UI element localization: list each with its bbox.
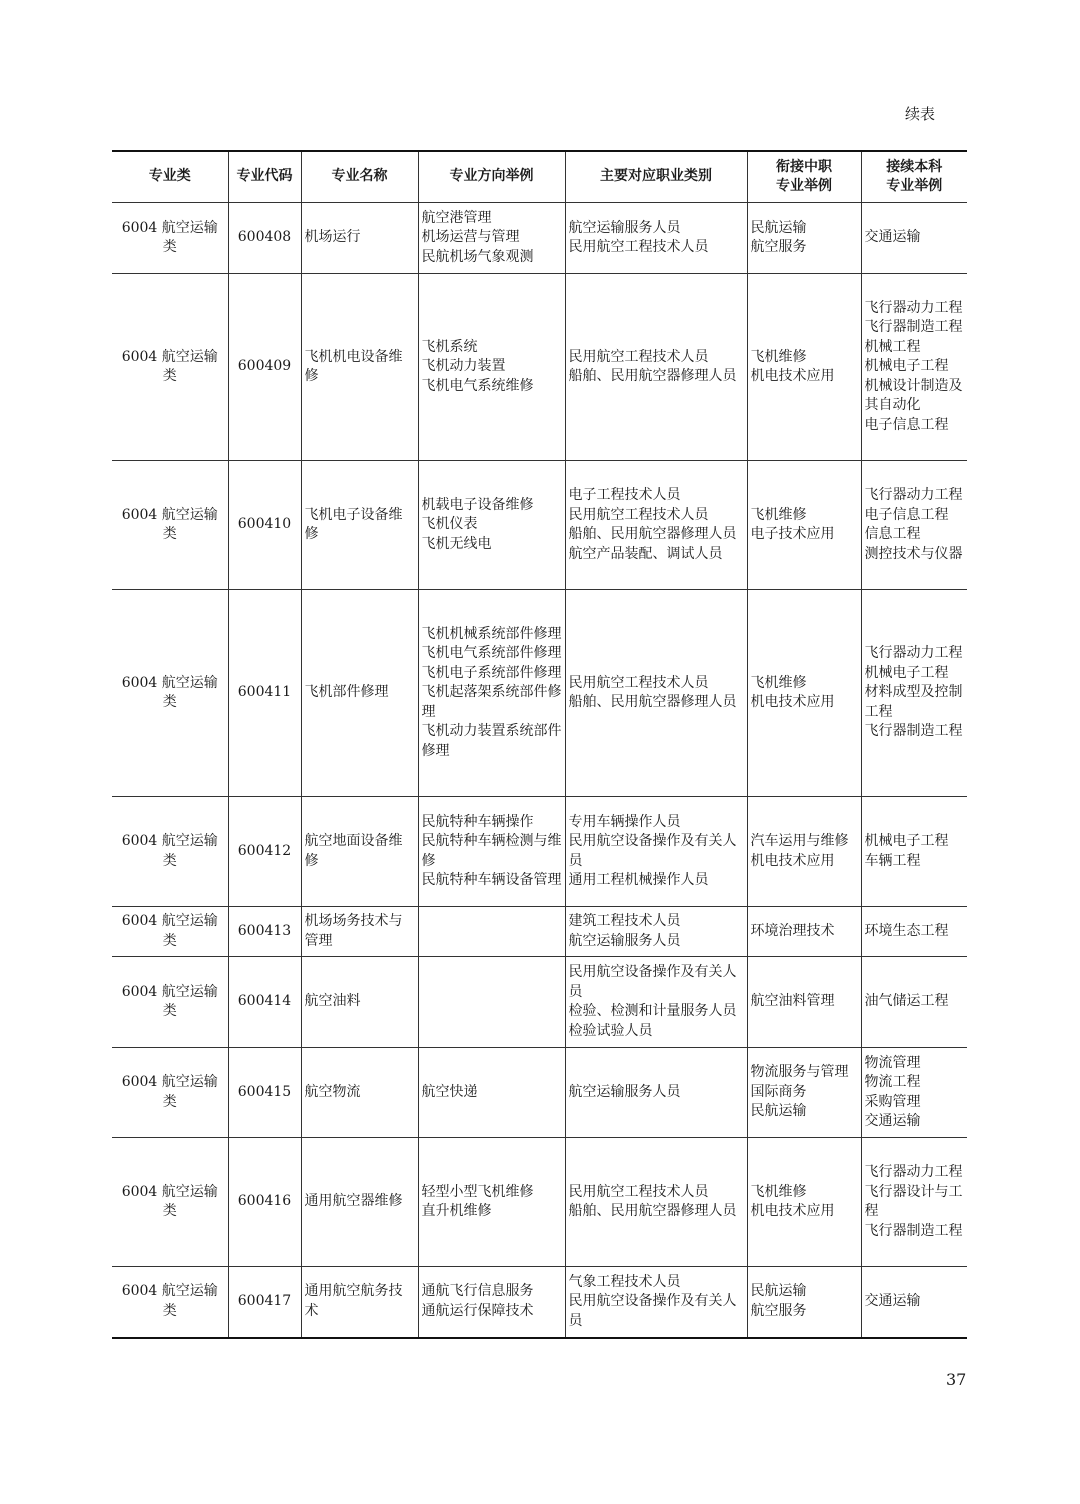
cell-undergrad xyxy=(861,1048,967,1138)
table-row xyxy=(112,274,967,461)
cell-secondary xyxy=(747,907,861,957)
cell-line: 民用航空工程技术人员 xyxy=(568,674,709,691)
cell-secondary xyxy=(747,203,861,274)
cell-line: 环境治理技术 xyxy=(750,922,835,939)
table-row xyxy=(112,590,967,797)
header-code: 专业代码 xyxy=(228,151,301,203)
cell-line: 建筑工程技术人员 xyxy=(568,913,681,929)
cell-line: 航空服务 xyxy=(750,1302,807,1319)
major-catalog-table xyxy=(112,150,967,1339)
cell-directions xyxy=(418,590,565,797)
cell-line: 测控技术与仪器 xyxy=(864,545,963,562)
cell-line: 飞机系统 xyxy=(421,338,478,355)
cell-directions xyxy=(418,957,565,1048)
cell-line: 气象工程技术人员 xyxy=(568,1273,681,1290)
cell-line: 航空港管理 xyxy=(421,209,492,226)
cell-occupations xyxy=(565,203,747,274)
cell-undergrad xyxy=(861,797,967,907)
header-line: 衔接中职 xyxy=(776,158,832,175)
cell-line: 交通运输 xyxy=(864,1113,921,1129)
cell-line: 飞行器动力工程 xyxy=(864,645,963,662)
cell-line: 机械电子工程 xyxy=(864,358,949,375)
cell-line: 车辆工程 xyxy=(864,852,921,869)
cell-directions xyxy=(418,907,565,957)
cell-secondary xyxy=(747,797,861,907)
cell-line: 飞机起落架系统部件修理 xyxy=(421,684,562,720)
cell-major-name: 机场运行 xyxy=(301,203,418,274)
cell-category: 6004 航空运输类 xyxy=(112,590,228,797)
cell-occupations xyxy=(565,461,747,590)
cell-occupations xyxy=(565,907,747,957)
cell-line: 材料成型及控制工程 xyxy=(864,684,963,720)
cell-major-name: 航空物流 xyxy=(301,1048,418,1138)
cell-category: 6004 航空运输类 xyxy=(112,797,228,907)
header-category: 专业类 xyxy=(112,151,228,203)
cell-secondary xyxy=(747,1138,861,1267)
cell-secondary xyxy=(747,274,861,461)
cell-major-name: 航空地面设备维修 xyxy=(301,797,418,907)
cell-line: 电子技术应用 xyxy=(750,526,835,542)
continuation-label: 续表 xyxy=(905,105,936,123)
cell-line: 检验、检测和计量服务人员 xyxy=(568,1003,737,1019)
cell-category: 6004 航空运输类 xyxy=(112,957,228,1048)
cell-code: 600412 xyxy=(228,797,301,907)
cell-line: 机电技术应用 xyxy=(750,368,835,384)
cell-line: 汽车运用与维修 xyxy=(750,833,849,849)
cell-major-name: 航空油料 xyxy=(301,957,418,1048)
cell-directions xyxy=(418,797,565,907)
table-row xyxy=(112,461,967,590)
cell-line: 民用航空设备操作及有关人员 xyxy=(568,1293,737,1329)
cell-line: 通航运行保障技术 xyxy=(421,1302,534,1319)
cell-line: 机场运营与管理 xyxy=(421,229,520,246)
cell-line: 交通运输 xyxy=(864,229,921,246)
cell-line: 船舶、民用航空器修理人员 xyxy=(568,368,737,384)
table-row xyxy=(112,957,967,1048)
cell-line: 专用车辆操作人员 xyxy=(568,813,681,830)
table-row xyxy=(112,1048,967,1138)
cell-line: 飞机仪表 xyxy=(421,516,478,533)
cell-line: 通用工程机械操作人员 xyxy=(568,872,709,888)
cell-code: 600415 xyxy=(228,1048,301,1138)
cell-undergrad xyxy=(861,274,967,461)
cell-line: 飞行器制造工程 xyxy=(864,319,963,336)
cell-directions xyxy=(418,1138,565,1267)
table-row xyxy=(112,1267,967,1338)
cell-code: 600413 xyxy=(228,907,301,957)
cell-line: 飞机电子系统部件修理 xyxy=(421,664,562,681)
cell-line: 飞行器设计与工程 xyxy=(864,1183,963,1219)
cell-line: 飞机无线电 xyxy=(421,535,492,552)
cell-secondary xyxy=(747,1048,861,1138)
cell-line: 民航特种车辆操作 xyxy=(421,813,534,830)
cell-category: 6004 航空运输类 xyxy=(112,907,228,957)
cell-line: 机电技术应用 xyxy=(750,694,835,710)
cell-major-name: 飞机部件修理 xyxy=(301,590,418,797)
cell-line: 机载电子设备维修 xyxy=(421,496,534,513)
cell-occupations xyxy=(565,274,747,461)
cell-line: 民用航空设备操作及有关人员 xyxy=(568,833,737,869)
header-line: 专业举例 xyxy=(776,178,832,194)
cell-line: 飞机电气系统部件修理 xyxy=(421,645,562,662)
cell-code: 600411 xyxy=(228,590,301,797)
cell-major-name: 飞机机电设备维修 xyxy=(301,274,418,461)
cell-line: 民航运输 xyxy=(750,1103,807,1120)
cell-line: 船舶、民用航空器修理人员 xyxy=(568,694,737,710)
cell-line: 电子信息工程 xyxy=(864,506,949,523)
cell-line: 机械电子工程 xyxy=(864,664,949,681)
cell-line: 航空运输服务人员 xyxy=(568,932,681,949)
cell-secondary xyxy=(747,1267,861,1338)
cell-code: 600408 xyxy=(228,203,301,274)
table-row xyxy=(112,1138,967,1267)
cell-line: 飞机电气系统维修 xyxy=(421,377,534,394)
header-directions: 专业方向举例 xyxy=(418,151,565,203)
cell-directions xyxy=(418,1048,565,1138)
cell-secondary xyxy=(747,957,861,1048)
cell-line: 飞机维修 xyxy=(750,674,807,691)
cell-line: 民用航空工程技术人员 xyxy=(568,239,709,255)
cell-category: 6004 航空运输类 xyxy=(112,461,228,590)
cell-line: 油气储运工程 xyxy=(864,993,949,1010)
cell-line: 飞机动力装置系统部件修理 xyxy=(421,723,562,759)
cell-undergrad xyxy=(861,907,967,957)
cell-undergrad xyxy=(861,590,967,797)
cell-category: 6004 航空运输类 xyxy=(112,1267,228,1338)
table-row xyxy=(112,797,967,907)
cell-line: 飞机维修 xyxy=(750,506,807,523)
cell-line: 机械设计制造及其自动化 xyxy=(864,377,963,414)
table-body xyxy=(112,203,967,1338)
cell-code: 600417 xyxy=(228,1267,301,1338)
cell-line: 民用航空设备操作及有关人员 xyxy=(568,964,737,1000)
table-row xyxy=(112,203,967,274)
table-row xyxy=(112,907,967,957)
cell-line: 船舶、民用航空器修理人员 xyxy=(568,526,737,542)
cell-code: 600409 xyxy=(228,274,301,461)
cell-occupations xyxy=(565,957,747,1048)
page-number: 37 xyxy=(946,1370,967,1389)
cell-line: 飞行器制造工程 xyxy=(864,1222,963,1239)
cell-line: 航空油料管理 xyxy=(750,993,835,1010)
cell-line: 民航运输 xyxy=(750,219,807,236)
cell-line: 物流管理 xyxy=(864,1054,921,1071)
cell-line: 环境生态工程 xyxy=(864,922,949,939)
cell-line: 民用航空工程技术人员 xyxy=(568,1183,709,1200)
cell-line: 物流工程 xyxy=(864,1074,921,1090)
cell-line: 飞机维修 xyxy=(750,348,807,365)
cell-line: 飞机机械系统部件修理 xyxy=(421,625,562,642)
cell-line: 机械工程 xyxy=(864,338,921,355)
cell-line: 航空运输服务人员 xyxy=(568,1083,681,1100)
cell-secondary xyxy=(747,461,861,590)
cell-occupations xyxy=(565,797,747,907)
cell-line: 民用航空工程技术人员 xyxy=(568,506,709,523)
cell-code: 600416 xyxy=(228,1138,301,1267)
cell-code: 600410 xyxy=(228,461,301,590)
cell-undergrad xyxy=(861,203,967,274)
cell-line: 航空快递 xyxy=(421,1083,478,1100)
header-undergrad xyxy=(861,151,967,203)
cell-directions xyxy=(418,1267,565,1338)
header-line: 接续本科 xyxy=(886,158,943,175)
cell-category: 6004 航空运输类 xyxy=(112,203,228,274)
cell-undergrad xyxy=(861,1267,967,1338)
header-secondary xyxy=(747,151,861,203)
cell-line: 电子信息工程 xyxy=(864,416,949,433)
cell-major-name: 通用航空器维修 xyxy=(301,1138,418,1267)
cell-secondary xyxy=(747,590,861,797)
cell-line: 物流服务与管理 xyxy=(750,1064,849,1081)
cell-category: 6004 航空运输类 xyxy=(112,1048,228,1138)
cell-occupations xyxy=(565,1267,747,1338)
cell-undergrad xyxy=(861,1138,967,1267)
cell-line: 直升机维修 xyxy=(421,1203,492,1219)
cell-line: 飞行器动力工程 xyxy=(864,487,963,503)
cell-line: 民用航空工程技术人员 xyxy=(568,348,709,365)
cell-line: 信息工程 xyxy=(864,526,921,542)
cell-line: 轻型小型飞机维修 xyxy=(421,1183,534,1200)
cell-major-name: 机场场务技术与管理 xyxy=(301,907,418,957)
cell-line: 飞行器制造工程 xyxy=(864,723,963,740)
cell-line: 检验试验人员 xyxy=(568,1022,653,1039)
cell-directions xyxy=(418,203,565,274)
cell-line: 通航飞行信息服务 xyxy=(421,1283,534,1300)
cell-line: 航空产品装配、调试人员 xyxy=(568,545,723,562)
cell-line: 交通运输 xyxy=(864,1293,921,1309)
cell-line: 民航机场气象观测 xyxy=(421,248,534,265)
cell-major-name: 通用航空航务技术 xyxy=(301,1267,418,1338)
cell-line: 民航特种车辆设备管理 xyxy=(421,872,562,888)
table-header xyxy=(112,151,967,203)
cell-line: 飞行器动力工程 xyxy=(864,299,963,316)
cell-line: 民航特种车辆检测与维修 xyxy=(421,833,562,869)
cell-line: 航空服务 xyxy=(750,239,807,255)
header-name: 专业名称 xyxy=(301,151,418,203)
cell-line: 机械电子工程 xyxy=(864,833,949,849)
cell-occupations xyxy=(565,590,747,797)
cell-line: 国际商务 xyxy=(750,1083,807,1100)
cell-line: 飞机维修 xyxy=(750,1183,807,1200)
header-line: 专业举例 xyxy=(886,178,943,194)
cell-line: 飞行器动力工程 xyxy=(864,1164,963,1180)
cell-line: 电子工程技术人员 xyxy=(568,487,681,503)
cell-occupations xyxy=(565,1138,747,1267)
header-occupations: 主要对应职业类别 xyxy=(565,151,747,203)
cell-line: 航空运输服务人员 xyxy=(568,219,681,236)
cell-category: 6004 航空运输类 xyxy=(112,1138,228,1267)
cell-line: 机电技术应用 xyxy=(750,1203,835,1219)
cell-line: 采购管理 xyxy=(864,1093,921,1110)
cell-undergrad xyxy=(861,957,967,1048)
cell-major-name: 飞机电子设备维修 xyxy=(301,461,418,590)
cell-code: 600414 xyxy=(228,957,301,1048)
cell-line: 飞机动力装置 xyxy=(421,358,506,375)
cell-line: 机电技术应用 xyxy=(750,852,835,869)
cell-undergrad xyxy=(861,461,967,590)
cell-line: 船舶、民用航空器修理人员 xyxy=(568,1203,737,1219)
cell-line: 民航运输 xyxy=(750,1283,807,1300)
cell-occupations xyxy=(565,1048,747,1138)
cell-category: 6004 航空运输类 xyxy=(112,274,228,461)
cell-directions xyxy=(418,274,565,461)
cell-directions xyxy=(418,461,565,590)
